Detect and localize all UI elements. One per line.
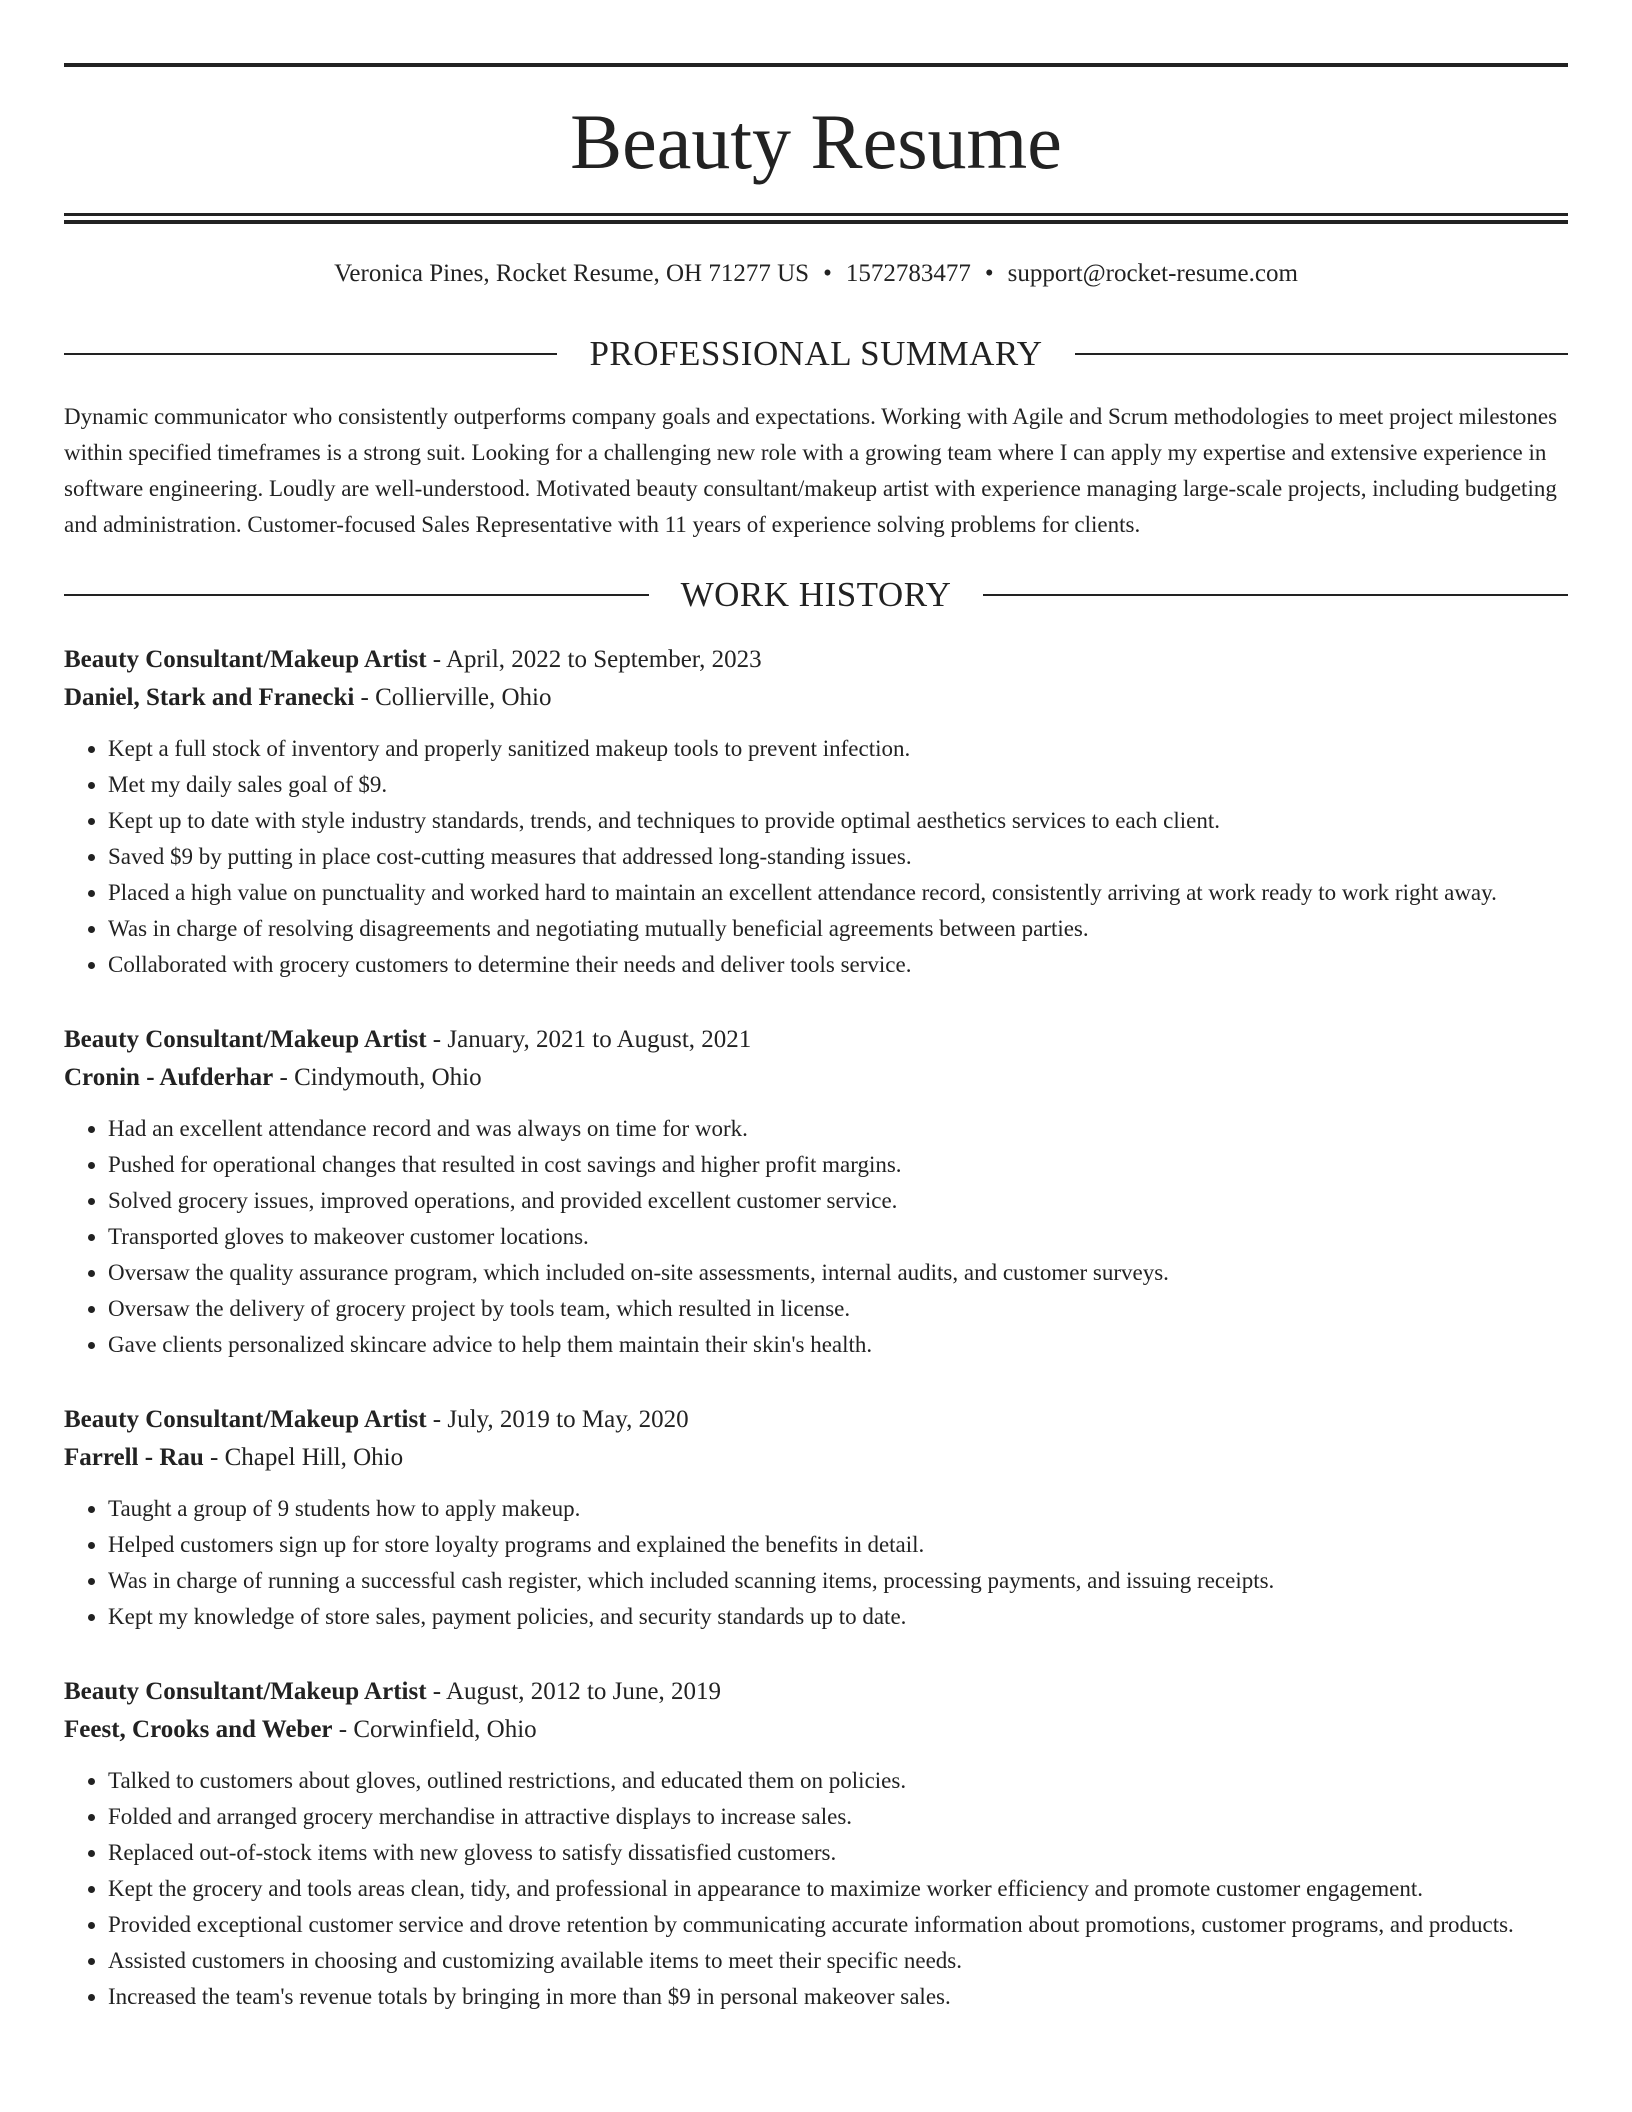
- job-title: Beauty Consultant/Makeup Artist: [64, 1026, 427, 1053]
- job-location: Cindymouth, Ohio: [294, 1064, 482, 1091]
- top-rule: [64, 63, 1568, 67]
- job-duty-item: • Assisted customers in choosing and customizing available items to meet their specific needs.: [108, 1943, 1568, 1979]
- job-dash: -: [332, 1716, 354, 1743]
- summary-section-heading: [64, 334, 1568, 374]
- job-duty-item: • Helped customers sign up for store loyalty programs and explained the benefits in detail.: [108, 1527, 1568, 1563]
- job-dates: April, 2022 to September, 2023: [446, 646, 762, 673]
- job-company-line: [64, 1059, 1568, 1097]
- contact-line: [64, 258, 1568, 290]
- job-duty-item: • Had an excellent attendance record and was always on time for work.: [108, 1111, 1568, 1147]
- job-duty-item: • Folded and arranged grocery merchandise in attractive displays to increase sales.: [108, 1799, 1568, 1835]
- job-duty-item: • Kept a full stock of inventory and properly sanitized makeup tools to prevent infection.: [108, 731, 1568, 767]
- job-duty-item: • Saved $9 by putting in place cost-cutting measures that addressed long-standing issues.: [108, 839, 1568, 875]
- work-heading: WORK HISTORY: [680, 575, 952, 614]
- resume-title: Beauty Resume: [570, 98, 1062, 185]
- job-duty-item: • Pushed for operational changes that resulted in cost savings and higher profit margins.: [108, 1147, 1568, 1183]
- job-dates: August, 2012 to June, 2019: [446, 1678, 721, 1705]
- contact-email: support@rocket-resume.com: [1007, 260, 1298, 287]
- job-duties-list: [64, 731, 1568, 983]
- job-title-line: [64, 1021, 1568, 1059]
- job-location: Collierville, Ohio: [375, 684, 552, 711]
- job-duty-item: • Oversaw the quality assurance program, which included on-site assessments, internal audits, and customer surveys.: [108, 1255, 1568, 1291]
- summary-text: Dynamic communicator who consistently outperforms company goals and expectations. Working with Agile and Scrum methodologies to meet project milestones within specified timeframes is a strong suit. Looking for a challenging new role with a growing team where I can apply my expertise and extensive experience in software engineering. Loudly are well-understood. Motivated beauty consultant/makeup artist with experience managing large-scale projects, including budgeting and administration. Customer-focused Sales Representative with 11 years of experience solving problems for clients.: [64, 404, 1558, 537]
- job-title-line: [64, 641, 1568, 679]
- job-duty-item: • Provided exceptional customer service and drove retention by communicating accurate information about promotions, customer programs, and products.: [108, 1907, 1568, 1943]
- job-entry: [64, 641, 1568, 983]
- job-duties-list: [64, 1111, 1568, 1363]
- job-entry: [64, 1021, 1568, 1363]
- summary-heading: PROFESSIONAL SUMMARY: [589, 334, 1043, 373]
- job-dash: -: [426, 1406, 448, 1433]
- contact-separator: •: [823, 260, 832, 287]
- job-duty-item: • Talked to customers about gloves, outlined restrictions, and educated them on policies.: [108, 1763, 1568, 1799]
- job-title-line: [64, 1673, 1568, 1711]
- job-duty-item: • Gave clients personalized skincare advice to help them maintain their skin's health.: [108, 1327, 1568, 1363]
- job-location: Corwinfield, Ohio: [353, 1716, 537, 1743]
- job-company-line: [64, 1439, 1568, 1477]
- job-company: Farrell - Rau: [64, 1444, 204, 1471]
- job-duty-item: • Increased the team's revenue totals by bringing in more than $9 in personal makeover sales.: [108, 1979, 1568, 2015]
- heading-rule-left: [64, 353, 557, 355]
- job-duty-item: • Oversaw the delivery of grocery project by tools team, which resulted in license.: [108, 1291, 1568, 1327]
- resume-page: [64, 0, 1568, 2015]
- contact-address: Veronica Pines, Rocket Resume, OH 71277 US: [334, 260, 810, 287]
- job-duties-list: [64, 1491, 1568, 1635]
- job-duty-item: • Kept the grocery and tools areas clean, tidy, and professional in appearance to maximize worker efficiency and promote customer engagement.: [108, 1871, 1568, 1907]
- job-dash: -: [273, 1064, 295, 1091]
- job-duty-item: • Met my daily sales goal of $9.: [108, 767, 1568, 803]
- job-duty-item: • Kept up to date with style industry standards, trends, and techniques to provide optimal aesthetics services to each client.: [108, 803, 1568, 839]
- job-duty-item: • Collaborated with grocery customers to determine their needs and deliver tools service.: [108, 947, 1568, 983]
- heading-rule-right: [983, 594, 1568, 596]
- job-dash: -: [203, 1444, 225, 1471]
- job-title: Beauty Consultant/Makeup Artist: [64, 646, 427, 673]
- contact-separator: •: [984, 260, 994, 287]
- job-dash: -: [354, 684, 376, 711]
- job-company-line: [64, 679, 1568, 717]
- job-company: Cronin - Aufderhar: [64, 1064, 274, 1091]
- job-duty-item: • Was in charge of running a successful cash register, which included scanning items, processing payments, and issuing receipts.: [108, 1563, 1568, 1599]
- work-history-list: [64, 641, 1568, 2015]
- job-duty-item: • Was in charge of resolving disagreements and negotiating mutually beneficial agreements between parties.: [108, 911, 1568, 947]
- job-duty-item: • Solved grocery issues, improved operations, and provided excellent customer service.: [108, 1183, 1568, 1219]
- heading-rule-right: [1075, 353, 1568, 355]
- contact-phone: 1572783477: [845, 260, 971, 287]
- title-double-rule: [64, 213, 1568, 224]
- job-duty-item: • Taught a group of 9 students how to apply makeup.: [108, 1491, 1568, 1527]
- work-section-heading: [64, 575, 1568, 615]
- job-title: Beauty Consultant/Makeup Artist: [64, 1678, 427, 1705]
- job-entry: [64, 1401, 1568, 1635]
- job-duty-item: • Replaced out-of-stock items with new glovess to satisfy dissatisfied customers.: [108, 1835, 1568, 1871]
- job-entry: [64, 1673, 1568, 2015]
- job-dates: July, 2019 to May, 2020: [447, 1406, 689, 1433]
- job-duties-list: [64, 1763, 1568, 2015]
- job-duty-item: • Kept my knowledge of store sales, payment policies, and security standards up to date.: [108, 1599, 1568, 1635]
- job-dash: -: [426, 1678, 446, 1705]
- job-duty-item: • Transported gloves to makeover customer locations.: [108, 1219, 1568, 1255]
- job-dates: January, 2021 to August, 2021: [447, 1026, 752, 1053]
- job-company-line: [64, 1711, 1568, 1749]
- job-dash: -: [426, 1026, 448, 1053]
- job-company: Feest, Crooks and Weber: [64, 1716, 333, 1743]
- job-company: Daniel, Stark and Franecki: [64, 684, 355, 711]
- job-dash: -: [426, 646, 446, 673]
- job-title: Beauty Consultant/Makeup Artist: [64, 1406, 427, 1433]
- job-duty-item: • Placed a high value on punctuality and worked hard to maintain an excellent attendance record, consistently arriving at work ready to work right away.: [108, 875, 1568, 911]
- job-location: Chapel Hill, Ohio: [224, 1444, 404, 1471]
- job-title-line: [64, 1401, 1568, 1439]
- heading-rule-left: [64, 594, 649, 596]
